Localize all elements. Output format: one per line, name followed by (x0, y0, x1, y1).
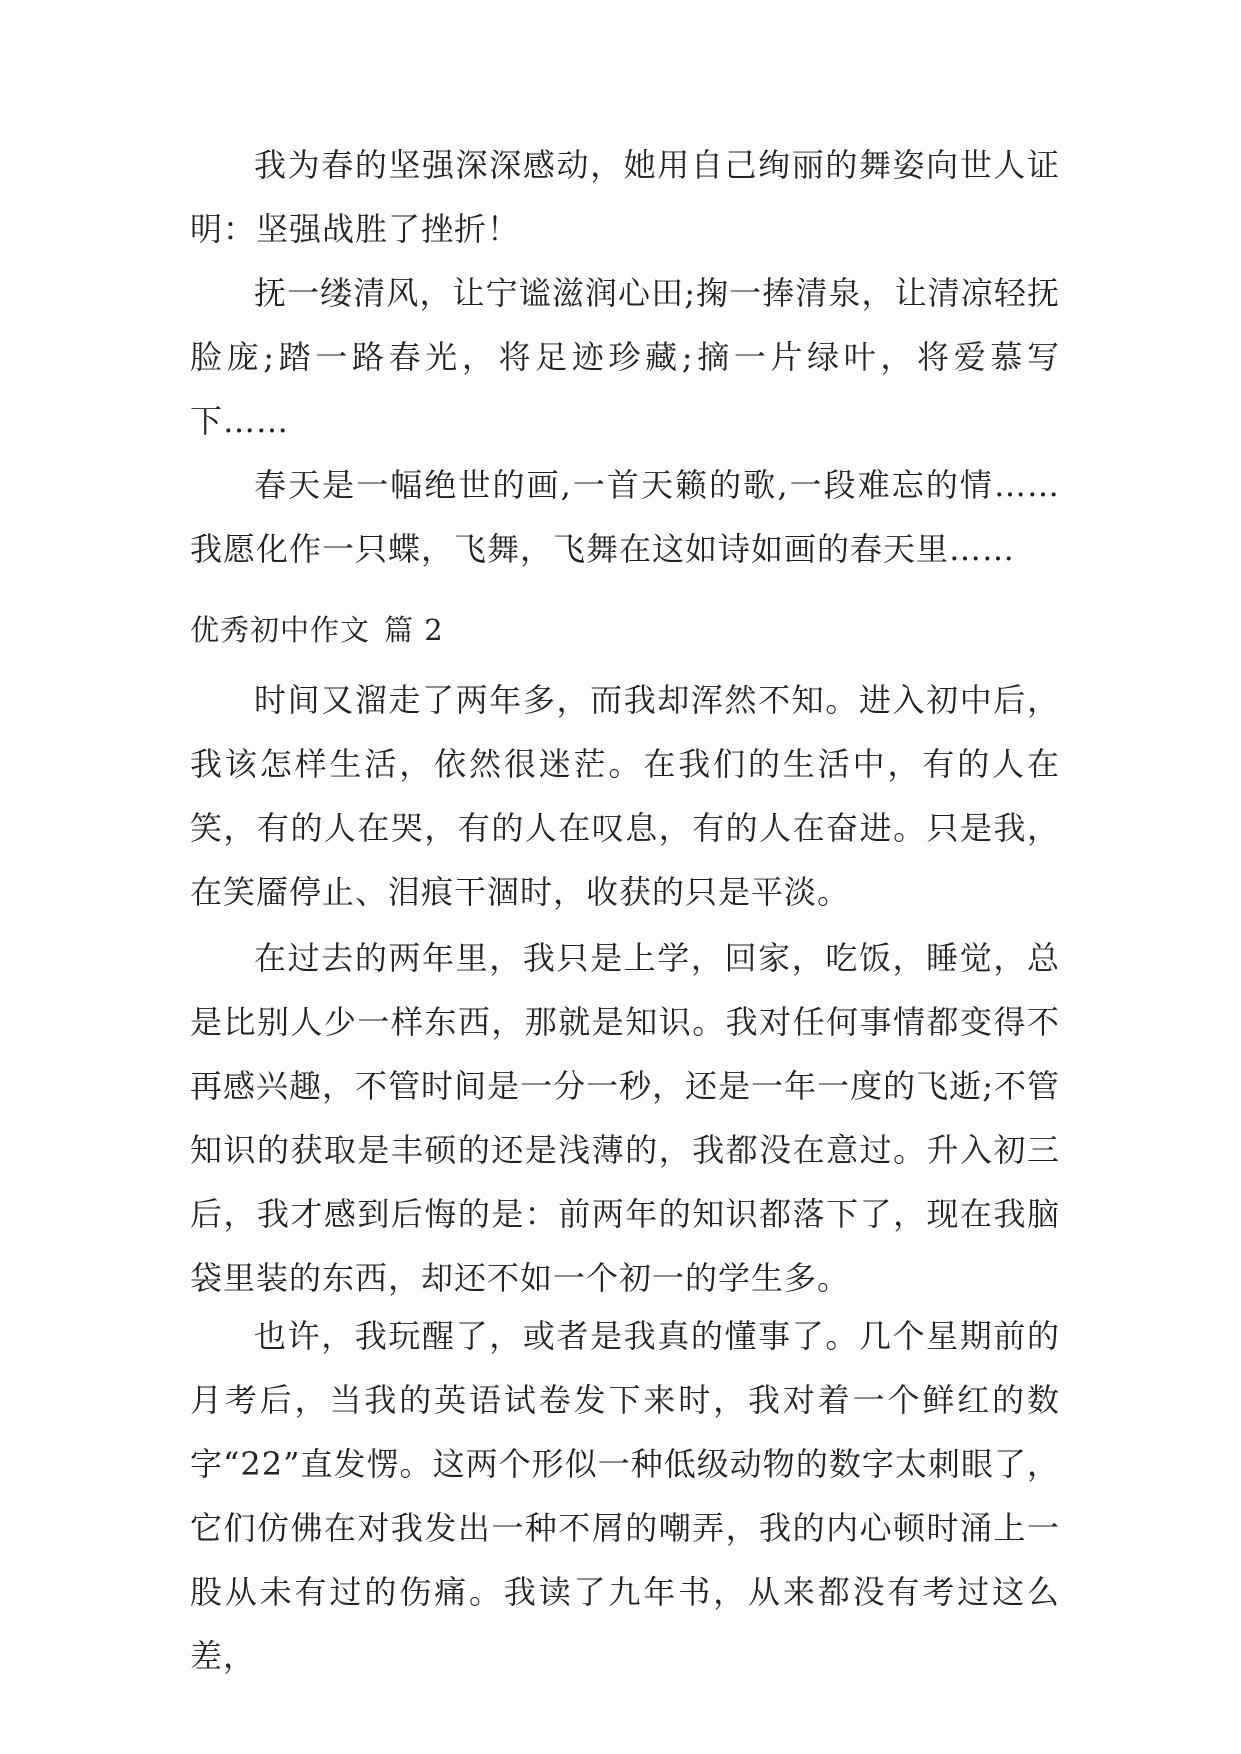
paragraph-past-two-years: 在过去的两年里，我只是上学，回家，吃饭，睡觉，总是比别人少一样东西，那就是知识。我对任何事情都变得不再感兴趣，不管时间是一分一秒，还是一年一度的飞逝;不管知识的获取是丰硕的还是浅薄的，我都没在意过。升入初三后，我才感到后悔的是：前两年的知识都落下了，现在我脑袋里装的东西，却还不如一个初一的学生多。 (190, 939, 1060, 1297)
paragraph-spring-painting: 春天是一幅绝世的画,一首天籁的歌,一段难忘的情……我愿化作一只蝶，飞舞，飞舞在这如诗如画的春天里…… (190, 466, 1060, 568)
paragraph-time-passed: 时间又溜走了两年多，而我却浑然不知。进入初中后，我该怎样生活，依然很迷茫。在我们的生活中，有的人在笑，有的人在哭，有的人在叹息，有的人在奋进。只是我，在笑靥停止、泪痕干涸时，收获的只是平淡。 (190, 681, 1060, 911)
heading-part: 篇 2 (384, 613, 444, 647)
paragraph-exam-score: 也许，我玩醒了，或者是我真的懂事了。几个星期前的月考后，当我的英语试卷发下来时，我对着一个鲜红的数字“22”直发愣。这两个形似一种低级动物的数字太刺眼了，它们仿佛在对我发出一种不屑的嘲弄，我的内心顿时涌上一股从未有过的伤痛。我读了九年书，从来都没有考过这么差， (190, 1317, 1060, 1675)
paragraph-spring-breeze: 抚一缕清风，让宁谧滋润心田;掬一捧清泉，让清凉轻抚脸庞;踏一路春光，将足迹珍藏;摘一片绿叶，将爱慕写下…… (190, 274, 1060, 440)
paragraph-spring-strength: 我为春的坚强深深感动，她用自己绚丽的舞姿向世人证明：坚强战胜了挫折！ (190, 146, 1060, 248)
section-heading (190, 610, 1060, 650)
heading-title: 优秀初中作文 (190, 613, 371, 647)
